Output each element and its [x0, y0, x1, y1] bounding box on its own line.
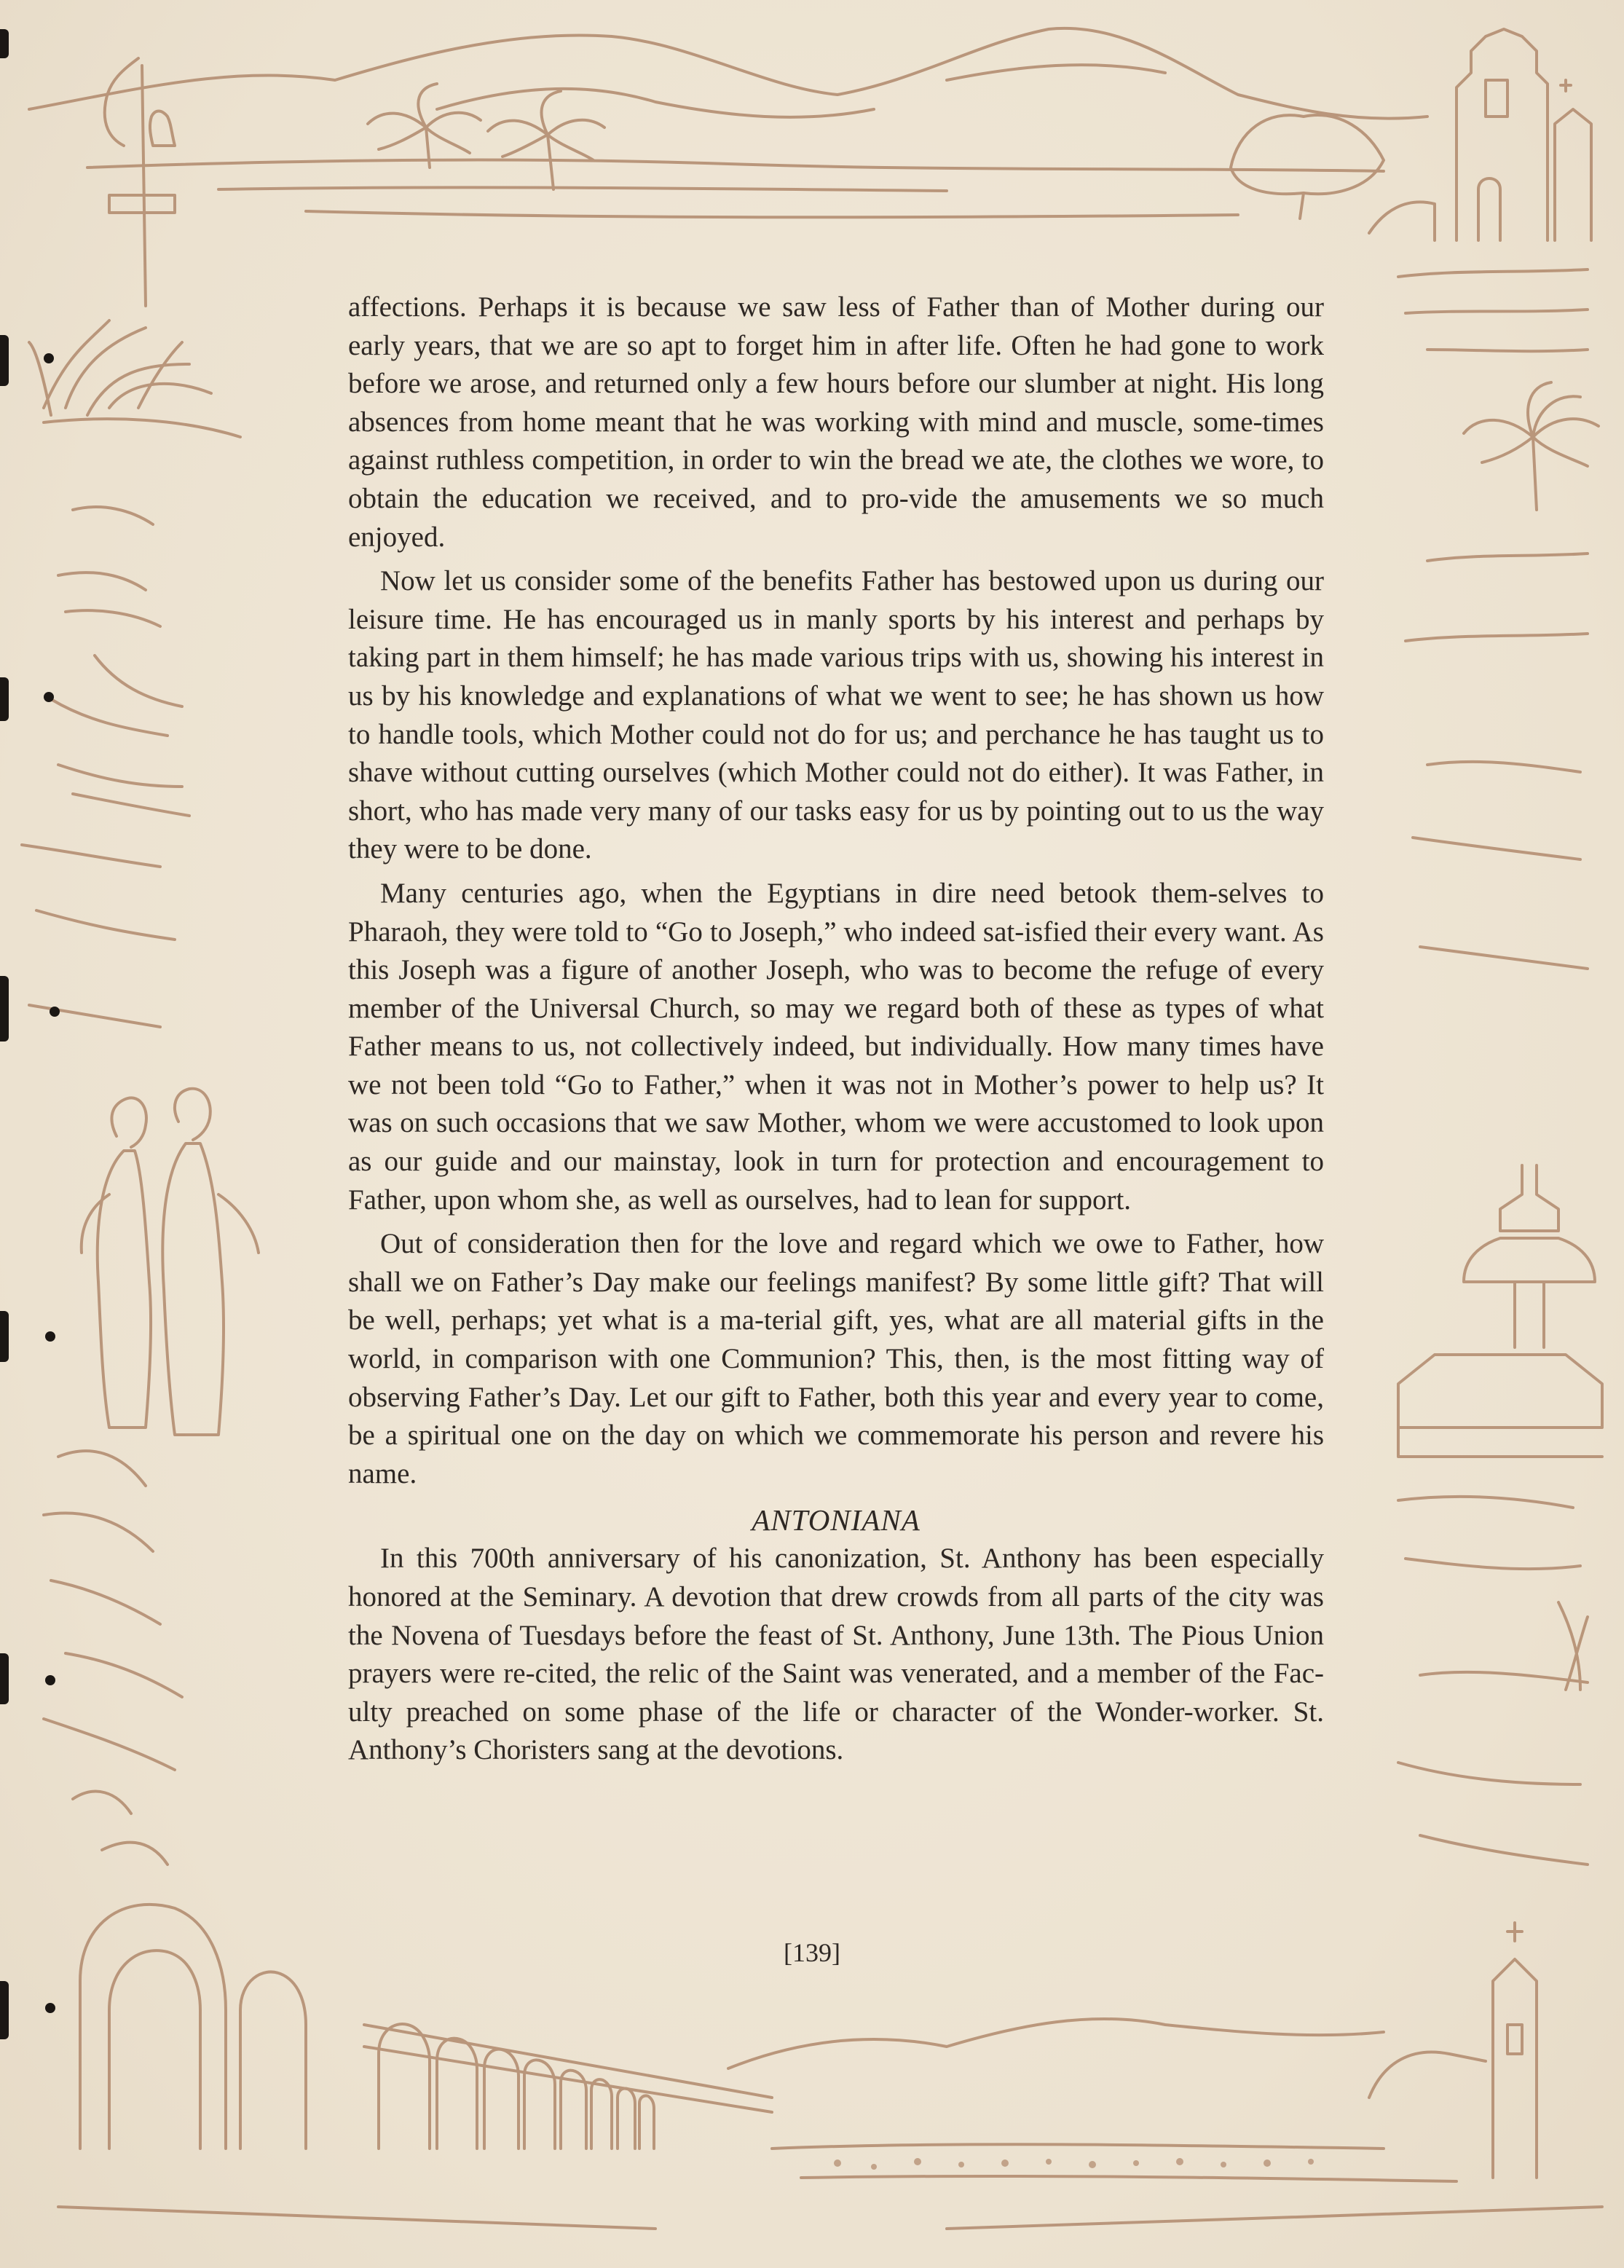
- article-paragraph-1: affections. Perhaps it is because we saw less of Father than of Mother during our early years, that we are so apt to forget him in after life. Often he had gone to work before we arose, and returned only a few hours before our slumber at night. His long absences from home meant that he was working with mind and muscle, some-times against ruthless competition, in order to win the bread we ate, the clothes we wore, to obtain the education we received, and to pro-vide the amusements we so much enjoyed.: [348, 291, 1324, 553]
- binder-edge-4: [0, 976, 9, 1042]
- article-paragraph-2: Now let us consider some of the benefits Father has bestowed upon us during our leisure time. He has encouraged us in manly sports by his interest and perhaps by taking part in them himself; he has made various trips with us, showing his interest in us by his knowledge and explanations of what we went to see; he has shown us how to handle tools, which Mother could not do for us; and perchance he has taught us to shave without cutting ourselves (which Mother could not do either). It was Father, in short, who has made very many of our tasks easy for us by pointing out to us the way they were to be done.: [348, 565, 1324, 865]
- binder-hole: [50, 1007, 60, 1017]
- agave-left: [29, 320, 211, 415]
- mission-church: [1369, 29, 1591, 240]
- article-paragraph-3: Many centuries ago, when the Egyptians in dire need betook them-selves to Pharaoh, they were told to “Go to Joseph,” who indeed sat-isfied their every want. As this Joseph was a figure of another Joseph, who was to become the refuge of every member of the Universal Church, so may we regard both of these as types of what Father means to us, not collectively indeed, but individually. How many times have we not been told “Go to Father,” when it was not in Mother’s power to help us? It was on such occasions that we saw Mother, whom we were accustomed to look upon as our guide and our mainstay, look in turn for protection and encouragement to Father, upon whom she, as well as ourselves, had to lean for support.: [348, 877, 1324, 1216]
- palm-tree-right: [1464, 382, 1599, 510]
- antoniana-heading: ANTONIANA: [752, 1503, 921, 1537]
- page-number: [139]: [784, 1938, 840, 1967]
- fountain-illustration: [1398, 1165, 1602, 1457]
- binder-edge-top: [0, 29, 9, 58]
- article-paragraph-4: Out of consideration then for the love and regard which we owe to Father, how shall we on Father’s Day make our feelings manifest? By some little gift? That will be well, perhaps; yet what is a ma-terial gift, yes, what are all material gifts in the world, in comparison with one Communion? This, then, is the most fitting way of observing Father’s Day. Let our gift to Father, both this year and every year to come, be a spiritual one on the day on which we commemorate his person and revere his name.: [348, 1228, 1324, 1489]
- binder-edge-5: [0, 1311, 9, 1362]
- binder-edge-6: [0, 1653, 9, 1704]
- binder-edge-3: [0, 677, 9, 721]
- binder-hole: [44, 692, 54, 702]
- binder-edge-2: [0, 335, 9, 386]
- binder-hole: [44, 353, 54, 363]
- binder-hole: [45, 1331, 55, 1342]
- friars-illustration: [82, 1089, 259, 1435]
- mountains-top: [29, 28, 1427, 119]
- mission-bell-post: [105, 58, 175, 306]
- article-body: [348, 288, 1324, 1770]
- binder-edge-7: [0, 1981, 9, 2039]
- palm-tree-2: [488, 91, 604, 189]
- binder-hole: [45, 2003, 55, 2013]
- antoniana-paragraph: In this 700th anniversary of his canonization, St. Anthony has been especially honored at the Seminary. A devotion that drew crowds from all parts of the city was the Novena of Tuesdays before the feast of St. Anthony, June 13th. The Pious Union prayers were re-cited, the relic of the Saint was venerated, and a member of the Fac-ulty preached on some phase of the life or character of the Wonder-worker. St. Anthony’s Choristers sang at the devotions.: [348, 1543, 1324, 1766]
- binder-hole: [45, 1675, 55, 1685]
- palm-tree-1: [368, 84, 481, 168]
